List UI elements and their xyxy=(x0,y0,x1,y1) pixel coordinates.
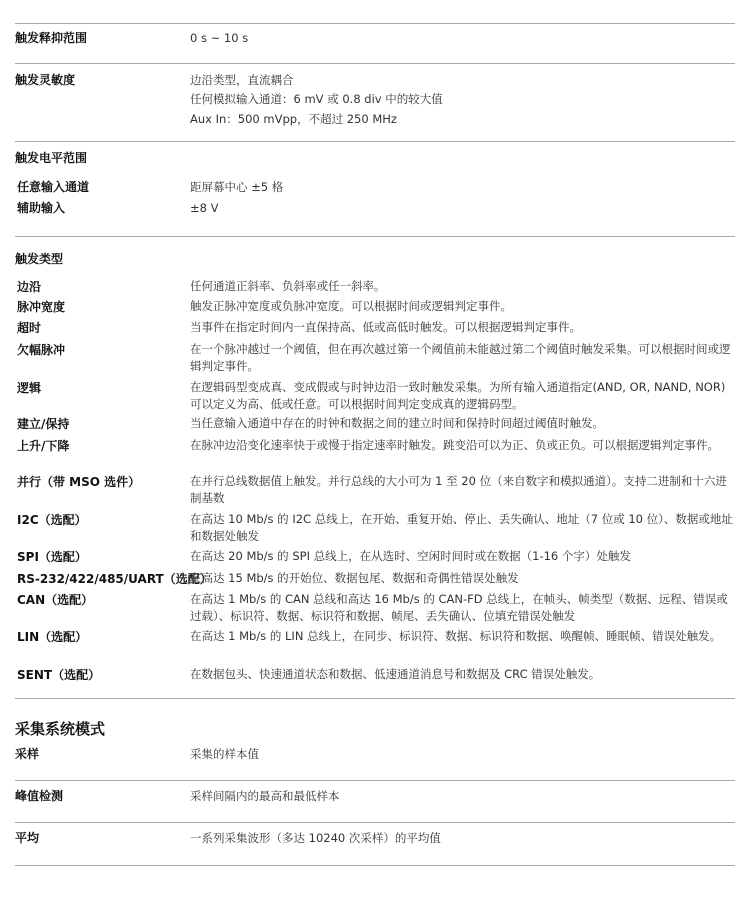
trigger-type-label: CAN（选配） xyxy=(17,593,94,607)
trigger-type-label: 超时 xyxy=(17,321,42,335)
acquisition-mode-label: 采样 xyxy=(15,747,40,761)
trigger-sensitivity-label: 触发灵敏度 xyxy=(15,73,76,87)
acquisition-title: 采集系统模式 xyxy=(15,720,106,738)
trigger-type-label: 边沿 xyxy=(17,280,42,294)
trigger-type-label: 并行（带 MSO 选件） xyxy=(17,475,141,489)
trigger-level-row-value: 距屏幕中心 ±5 格 xyxy=(190,180,284,194)
trigger-type-desc: 在逻辑码型变成真、变成假或与时钟边沿一致时触发采集。为所有输入通道指定(AND, OR, NAND, NOR) 可以定义为高、低或任意。可以根据时间判定变成真的逻辑码型。 xyxy=(190,380,726,411)
trigger-sensitivity-line: 边沿类型，直流耦合 xyxy=(190,73,294,87)
trigger-type-desc: 在高达 20 Mb/s 的 SPI 总线上，在从选时、空闲时间时或在数据（1-16 个字）处触发 xyxy=(190,549,631,563)
trigger-type-desc: 在脉冲边沿变化速率快于或慢于指定速率时触发。跳变沿可以为正、负或正负。可以根据逻辑判定事件。 xyxy=(190,438,719,452)
trigger-type-desc: 在高达 1 Mb/s 的 LIN 总线上，在同步、标识符、数据、标识符和数据、唤醒帧、睡眠帧、错误处触发。 xyxy=(190,629,722,643)
trigger-level-row-label: 任意输入通道 xyxy=(17,180,90,194)
trigger-level-title: 触发电平范围 xyxy=(15,151,88,165)
trigger-type-label: LIN（选配） xyxy=(17,630,88,644)
trigger-type-desc: 在高达 15 Mb/s 的开始位、数据包尾、数据和奇偶性错误处触发 xyxy=(190,571,519,585)
divider xyxy=(15,236,735,237)
divider xyxy=(15,780,735,781)
trigger-level-row-value: ±8 V xyxy=(190,201,219,215)
trigger-type-label: 脉冲宽度 xyxy=(17,300,66,314)
trigger-type-desc: 在一个脉冲越过一个阈值，但在再次越过第一个阈值前未能越过第二个阈值时触发采集。可以根据时间或逻辑判定事件。 xyxy=(190,342,731,373)
trigger-sensitivity-line: 任何模拟输入通道：6 mV 或 0.8 div 中的较大值 xyxy=(190,92,443,106)
divider xyxy=(15,698,735,699)
trigger-type-desc: 在高达 10 Mb/s 的 I2C 总线上，在开始、重复开始、停止、丢失确认、地址（7 位或 10 位）、数据或地址和数据处触发 xyxy=(190,512,733,543)
acquisition-mode-desc: 采样间隔内的最高和最低样本 xyxy=(190,789,340,803)
divider xyxy=(15,865,735,866)
trigger-level-row-label: 辅助输入 xyxy=(17,201,66,215)
trigger-type-desc: 在并行总线数据值上触发。并行总线的大小可为 1 至 20 位（来自数字和模拟通道）。支持二进制和十六进制基数 xyxy=(190,474,727,505)
trigger-type-label: 逻辑 xyxy=(17,381,42,395)
trigger-holdoff-label: 触发释抑范围 xyxy=(15,31,88,45)
trigger-type-label: I2C（选配） xyxy=(17,513,87,527)
acquisition-mode-label: 峰值检测 xyxy=(15,789,64,803)
trigger-holdoff-value: 0 s ~ 10 s xyxy=(190,31,249,45)
trigger-type-desc: 任何通道正斜率、负斜率或任一斜率。 xyxy=(190,279,386,293)
trigger-type-label: 建立/保持 xyxy=(17,417,70,431)
trigger-type-label: RS-232/422/485/UART（选配） xyxy=(17,572,212,586)
divider xyxy=(15,23,735,24)
trigger-types-title: 触发类型 xyxy=(15,252,64,266)
trigger-type-desc: 当任意输入通道中存在的时钟和数据之间的建立时间和保持时间超过阈值时触发。 xyxy=(190,416,604,430)
trigger-type-desc: 在数据包头、快速通道状态和数据、低速通道消息号和数据及 CRC 错误处触发。 xyxy=(190,667,601,681)
trigger-type-desc: 当事件在指定时间内一直保持高、低或高低时触发。可以根据逻辑判定事件。 xyxy=(190,320,581,334)
trigger-type-desc: 在高达 1 Mb/s 的 CAN 总线和高达 16 Mb/s 的 CAN-FD 总线上，在帧头、帧类型（数据、远程、错误或过载）、标识符、数据、标识符和数据、帧尾、丢失确认、位填充错误处触发 xyxy=(190,592,728,623)
trigger-type-label: SPI（选配） xyxy=(17,550,87,564)
trigger-sensitivity-line: Aux In：500 mVpp，不超过 250 MHz xyxy=(190,112,397,126)
acquisition-mode-desc: 一系列采集波形（多达 10240 次采样）的平均值 xyxy=(190,831,441,845)
divider xyxy=(15,822,735,823)
trigger-type-label: SENT（选配） xyxy=(17,668,101,682)
divider xyxy=(15,63,735,64)
acquisition-mode-desc: 采集的样本值 xyxy=(190,747,259,761)
divider xyxy=(15,141,735,142)
trigger-type-label: 上升/下降 xyxy=(17,439,70,453)
acquisition-mode-label: 平均 xyxy=(15,831,40,845)
trigger-type-label: 欠幅脉冲 xyxy=(17,343,66,357)
trigger-type-desc: 触发正脉冲宽度或负脉冲宽度。可以根据时间或逻辑判定事件。 xyxy=(190,299,512,313)
